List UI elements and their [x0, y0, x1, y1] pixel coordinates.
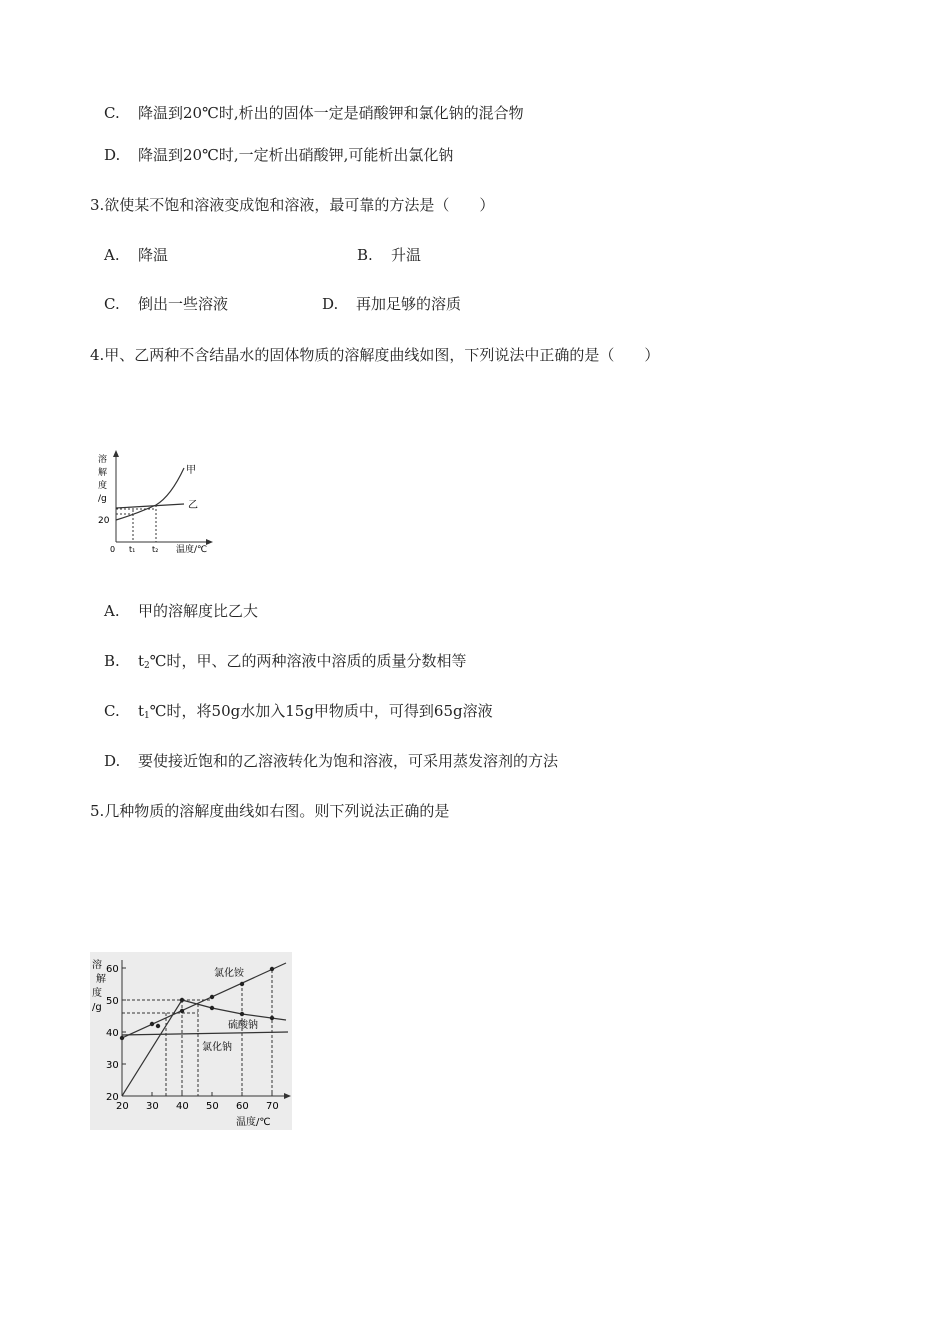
x-tick-label: 0: [110, 545, 116, 554]
option-text: 要使接近饱和的乙溶液转化为饱和溶液，可采用蒸发溶剂的方法: [138, 752, 559, 770]
x-tick-label: 50: [206, 1101, 219, 1112]
option-label: C.: [104, 702, 120, 720]
data-point: [240, 1012, 244, 1016]
option-label: D.: [104, 752, 121, 770]
q4-stem: 4.甲、乙两种不含结晶水的固体物质的溶解度曲线如图，下列说法中正确的是（ ）: [90, 346, 660, 364]
y-tick-label: 40: [106, 1028, 119, 1039]
option-label: B.: [357, 246, 373, 264]
option-text: 降温到20℃时,一定析出硝酸钾,可能析出氯化钠: [138, 146, 454, 164]
q3-option-a: [104, 245, 168, 265]
option-label: B.: [104, 652, 120, 670]
y-label-char: /g: [98, 494, 107, 504]
q4-solubility-figure: [96, 448, 216, 558]
option-text: ℃时，将50g水加入15g甲物质中，可得到65g溶液: [149, 702, 493, 720]
y-label-char: 解: [98, 468, 108, 478]
x-tick-label: 40: [176, 1101, 189, 1112]
option-label: A.: [104, 246, 120, 264]
option-text: 倒出一些溶液: [138, 295, 229, 313]
q3-option-c: [104, 294, 228, 314]
data-point: [270, 1016, 274, 1020]
q2-option-c: [104, 103, 524, 123]
data-point: [210, 995, 214, 999]
data-point: [270, 967, 274, 971]
series-label-ammonium-chloride: 氯化铵: [214, 968, 244, 979]
data-point: [240, 982, 244, 986]
y-label-char: 度: [98, 481, 108, 491]
data-point: [120, 1036, 124, 1040]
x-tick-label: 20: [116, 1101, 129, 1112]
y-tick-label: 30: [106, 1060, 119, 1071]
x-tick-label: t₂: [152, 545, 159, 554]
x-axis-label: 温度/℃: [236, 1117, 271, 1128]
x-tick-label: 30: [146, 1101, 159, 1112]
option-temp-var: t: [138, 652, 145, 670]
q4-option-d: [104, 751, 558, 771]
q5-solubility-figure: [90, 952, 292, 1130]
series-jia-curve: [116, 468, 184, 520]
q4-option-b: [104, 651, 467, 676]
option-text: 甲的溶解度比乙大: [138, 602, 259, 620]
series-label-jia: 甲: [186, 465, 196, 476]
x-tick-label: 70: [266, 1101, 279, 1112]
q3-option-d: [322, 294, 461, 314]
option-temp-subscript: 2: [144, 661, 150, 671]
data-point: [180, 1009, 184, 1013]
q3-option-b: [357, 245, 421, 265]
x-tick-label: 60: [236, 1101, 249, 1112]
data-point: [150, 1022, 154, 1026]
option-label: C.: [104, 104, 120, 122]
q4-option-c: [104, 701, 493, 726]
series-label-sodium-sulfate: 硫酸钠: [228, 1020, 258, 1031]
option-label: C.: [104, 295, 120, 313]
y-label-char: 溶: [98, 455, 108, 465]
option-text: 降温: [138, 246, 169, 264]
series-label-sodium-chloride: 氯化钠: [202, 1042, 232, 1053]
q5-stem: 5.几种物质的溶解度曲线如右图。则下列说法正确的是: [90, 802, 450, 820]
y-label-char: 溶: [92, 960, 102, 971]
y-tick-label: 20: [106, 1092, 119, 1103]
y-tick-label: 60: [106, 964, 119, 975]
option-label: D.: [322, 295, 339, 313]
y-label-char: 解: [96, 974, 106, 985]
q4-option-a: [104, 601, 258, 621]
y-label-char: /g: [92, 1002, 102, 1013]
q2-option-d: [104, 145, 453, 165]
option-temp-subscript: 1: [144, 711, 150, 721]
y-tick-label: 50: [106, 996, 119, 1007]
x-axis-label: 温度/℃: [176, 545, 208, 555]
option-text: 降温到20℃时,析出的固体一定是硝酸钾和氯化钠的混合物: [138, 104, 524, 122]
x-tick-label: t₁: [129, 545, 136, 554]
y-tick-label: 20: [98, 516, 110, 526]
series-label-yi: 乙: [188, 500, 198, 511]
option-label: D.: [104, 146, 121, 164]
option-text: ℃时，甲、乙的两种溶液中溶质的质量分数相等: [149, 652, 467, 670]
option-text: 升温: [391, 246, 422, 264]
data-point: [180, 998, 184, 1002]
y-axis-arrow: [113, 450, 119, 457]
y-label-char: 度: [92, 988, 102, 999]
q3-stem: 3.欲使某不饱和溶液变成饱和溶液，最可靠的方法是（ ）: [90, 196, 495, 214]
data-point: [210, 1006, 214, 1010]
option-temp-var: t: [138, 702, 145, 720]
option-text: 再加足够的溶质: [356, 295, 462, 313]
data-point: [156, 1024, 160, 1028]
option-label: A.: [104, 602, 120, 620]
